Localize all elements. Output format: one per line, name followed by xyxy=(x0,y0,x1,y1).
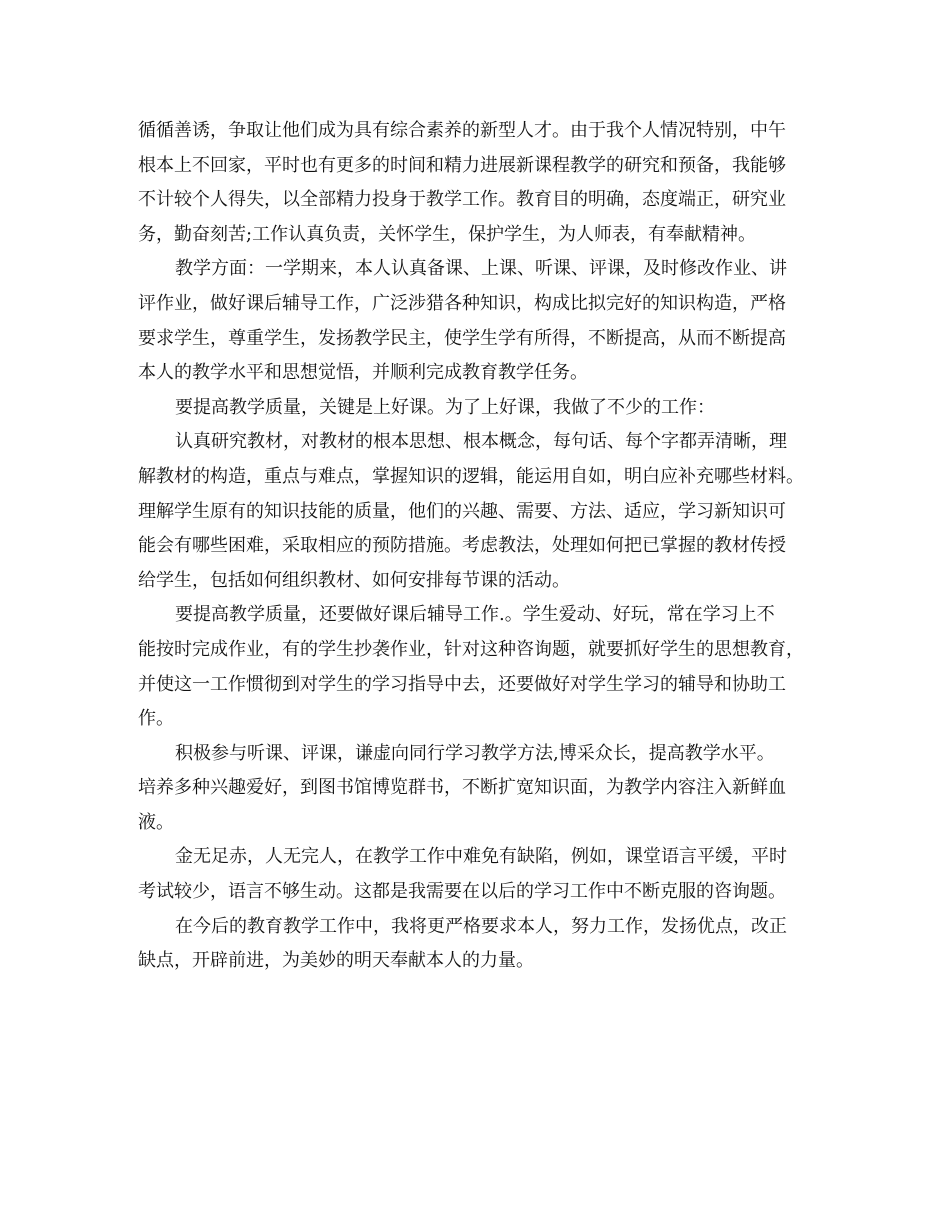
text-line: 要求学生，尊重学生，发扬教学民主，使学生学有所得，不断提高，从而不断提高 xyxy=(138,327,786,349)
text-line: 本人的教学水平和思想觉悟，并顺利完成教育教学任务。 xyxy=(138,362,588,384)
text-line: 解教材的构造，重点与难点，掌握知识的逻辑，能运用自如，明白应补充哪些材料。 xyxy=(138,465,804,487)
text-line: 培养多种兴趣爱好，到图书馆博览群书，不断扩宽知识面，为教学内容注入新鲜血 xyxy=(138,777,786,799)
text-line: 给学生，包括如何组织教材、如何安排每节课的活动。 xyxy=(138,569,570,591)
paragraph-first-line: 教学方面：一学期来，本人认真备课、上课、听课、评课，及时修改作业、讲 xyxy=(175,258,787,280)
text-line: 缺点，开辟前进，为美妙的明天奉献本人的力量。 xyxy=(138,950,534,972)
paragraph-first-line: 要提高教学质量，关键是上好课。为了上好课，我做了不少的工作： xyxy=(175,396,715,418)
text-line: 不计较个人得失，以全部精力投身于教学工作。教育目的明确，态度端正，研究业 xyxy=(138,189,786,211)
text-line: 并使这一工作惯彻到对学生的学习指导中去，还要做好对学生学习的辅导和协助工 xyxy=(138,673,786,695)
text-line: 能按时完成作业，有的学生抄袭作业，针对这种咨询题，就要抓好学生的思想教育， xyxy=(138,638,804,660)
text-line: 液。 xyxy=(138,811,174,833)
paragraph-first-line: 要提高教学质量，还要做好课后辅导工作.。学生爱动、好玩，常在学习上不 xyxy=(175,604,775,626)
paragraph-first-line: 认真研究教材，对教材的根本思想、根本概念，每句话、每个字都弄清晰，理 xyxy=(175,431,787,453)
text-line: 循循善诱，争取让他们成为具有综合素养的新型人才。由于我个人情况特别，中午 xyxy=(138,120,786,141)
text-line: 根本上不回家，平时也有更多的时间和精力进展新课程教学的研究和预备，我能够 xyxy=(138,154,786,176)
text-line: 考试较少，语言不够生动。这都是我需要在以后的学习工作中不断克服的咨询题。 xyxy=(138,881,786,903)
paragraph-first-line: 在今后的教育教学工作中，我将更严格要求本人，努力工作，发扬优点，改正 xyxy=(175,915,787,937)
document-body xyxy=(138,114,818,979)
text-line: 能会有哪些困难，采取相应的预防措施。考虑教法，处理如何把已掌握的教材传授 xyxy=(138,535,786,557)
text-line: 评作业，做好课后辅导工作，广泛涉猎各种知识，构成比拟完好的知识构造，严格 xyxy=(138,292,786,314)
text-line: 理解学生原有的知识技能的质量，他们的兴趣、需要、方法、适应，学习新知识可 xyxy=(138,500,786,522)
text-line: 务，勤奋刻苦;工作认真负责，关怀学生，保护学生，为人师表，有奉献精神。 xyxy=(138,223,757,245)
paragraph-first-line: 积极参与听课、评课，谦虚向同行学习教学方法,博采众长，提高教学水平。 xyxy=(175,742,775,764)
paragraph-first-line: 金无足赤，人无完人，在教学工作中难免有缺陷，例如，课堂语言平缓，平时 xyxy=(175,846,787,868)
text-line: 作。 xyxy=(138,708,174,730)
